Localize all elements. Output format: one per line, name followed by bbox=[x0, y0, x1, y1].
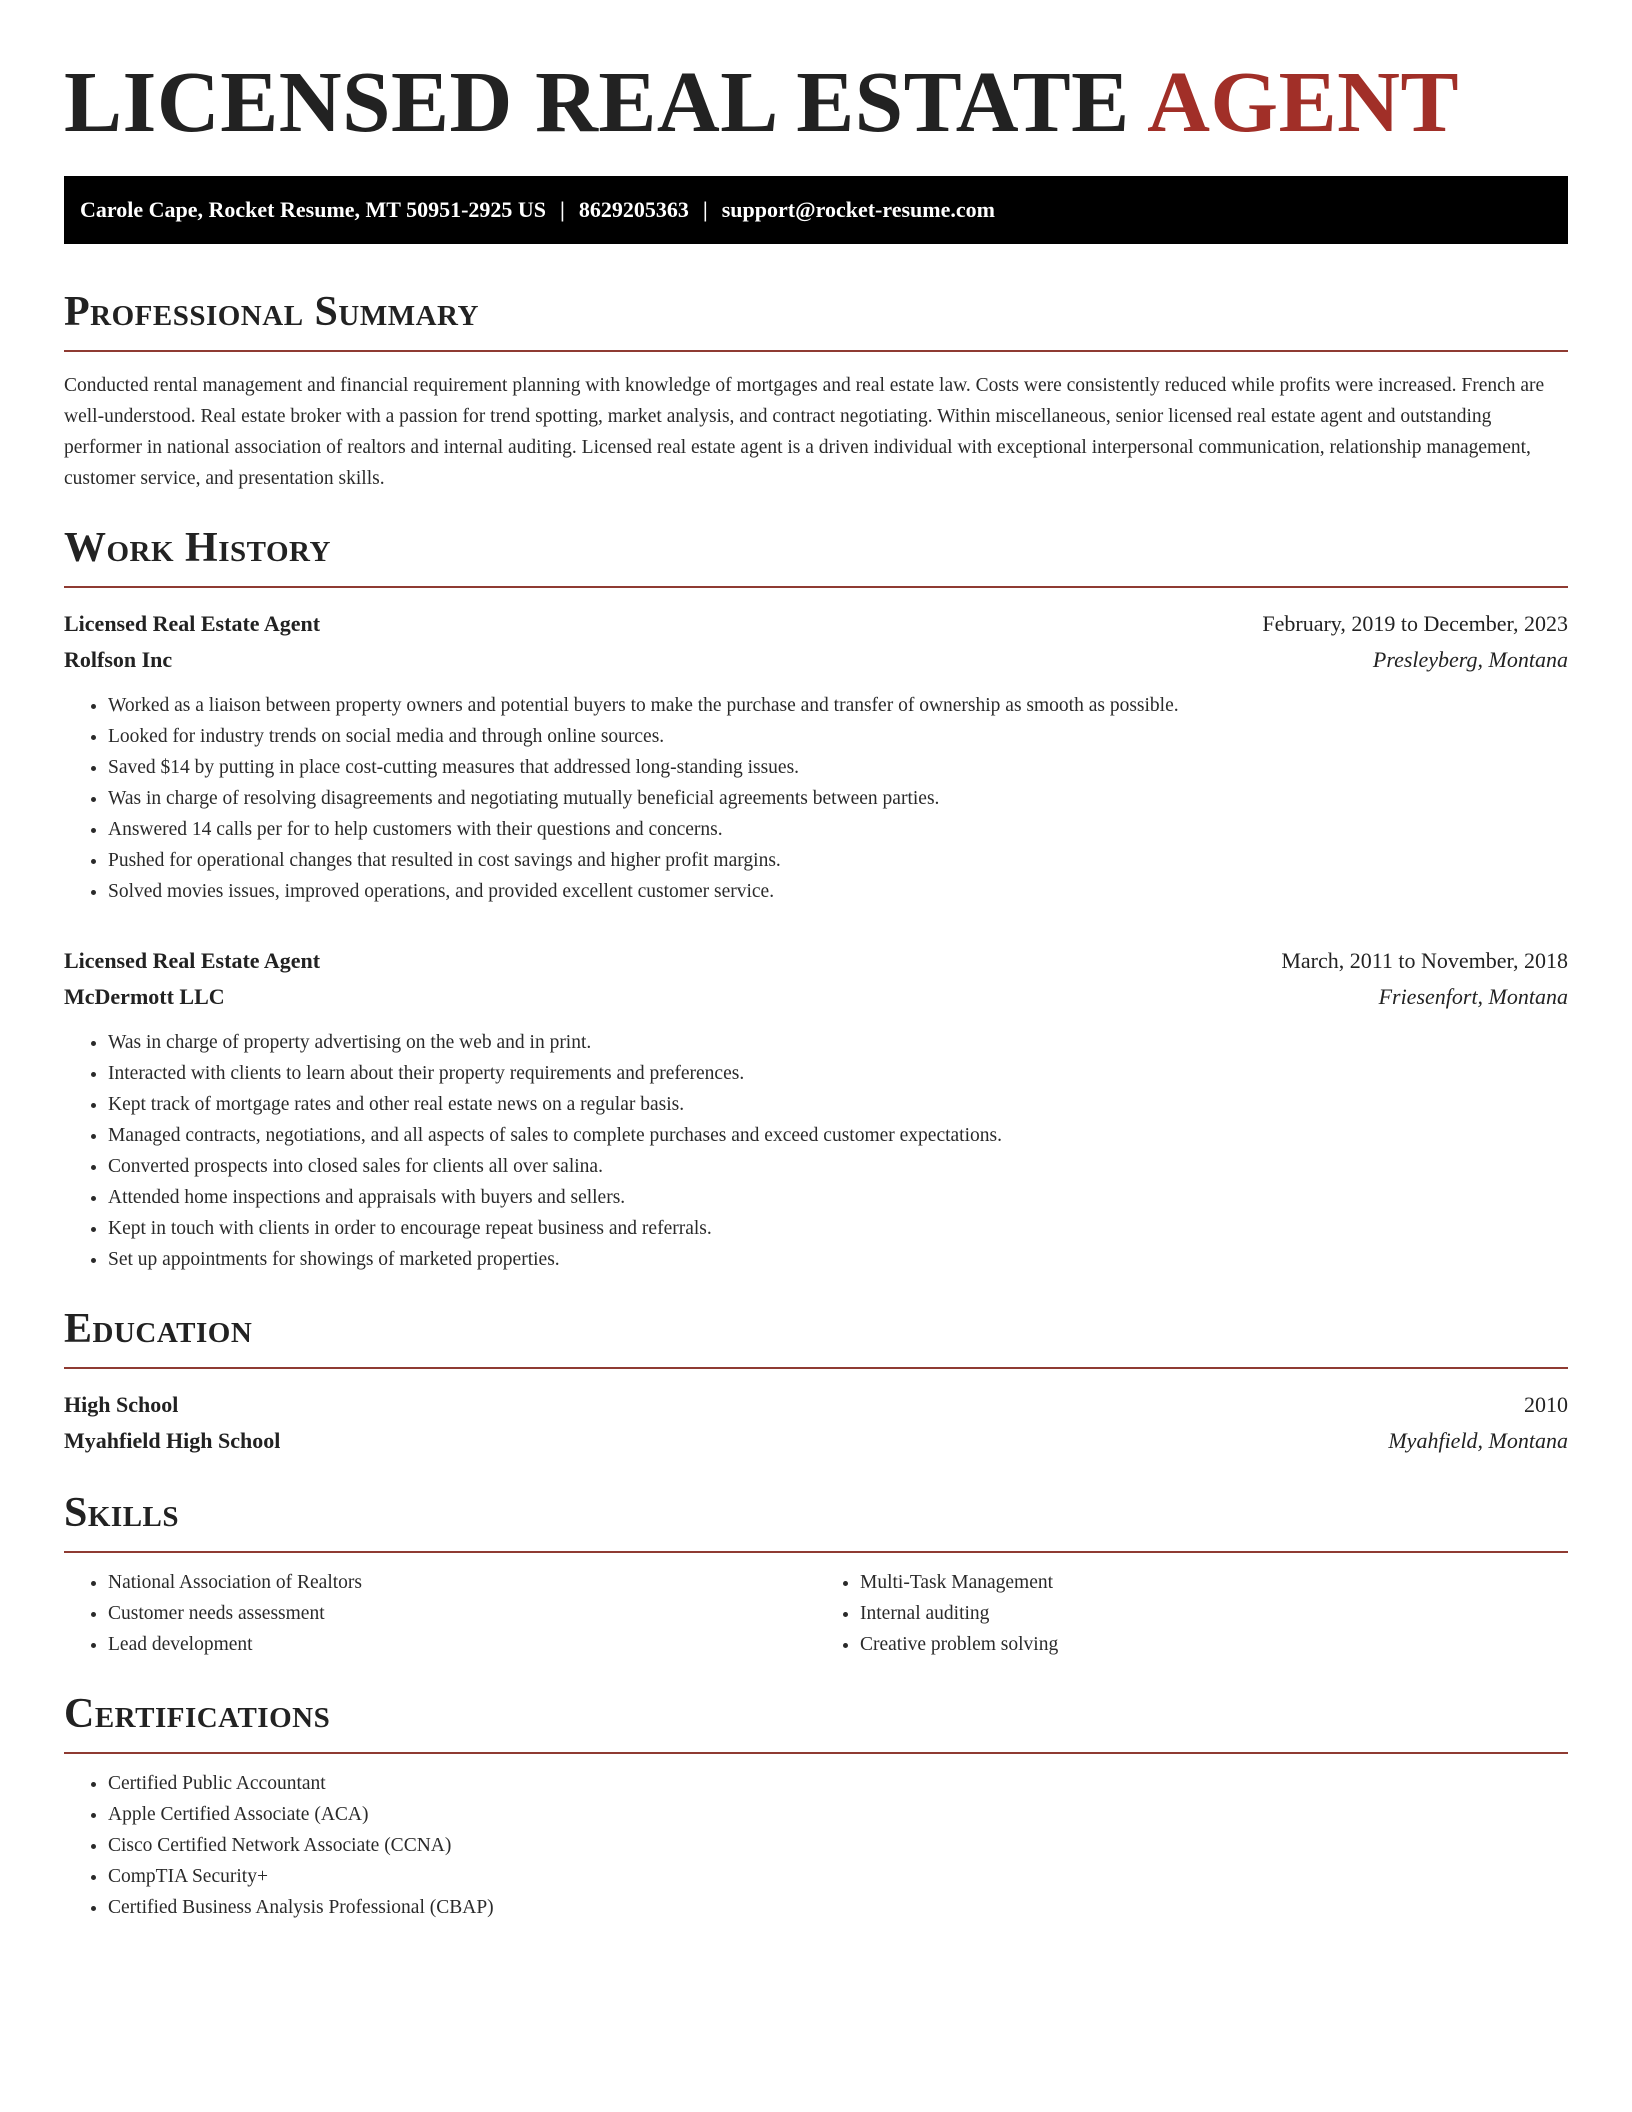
education-heading: Education bbox=[64, 1306, 253, 1352]
job-bullet: • Attended home inspections and appraisals with buyers and sellers. bbox=[108, 1182, 1568, 1213]
skill-item: • Internal auditing bbox=[860, 1598, 1568, 1629]
section-divider bbox=[64, 350, 1568, 352]
job-bullet: • Was in charge of property advertising on the web and in print. bbox=[108, 1027, 1568, 1058]
title-main: LICENSED REAL ESTATE bbox=[64, 53, 1130, 150]
job-bullet: • Converted prospects into closed sales for clients all over salina. bbox=[108, 1151, 1568, 1182]
skills-list-right bbox=[816, 1567, 1568, 1660]
skill-item: • Customer needs assessment bbox=[108, 1598, 816, 1629]
education-header-row bbox=[64, 1387, 1568, 1423]
section-divider bbox=[64, 1752, 1568, 1754]
education-degree: High School bbox=[64, 1392, 179, 1417]
contact-address: Carole Cape, Rocket Resume, MT 50951-2925 US bbox=[80, 197, 547, 222]
education-entry bbox=[64, 1387, 1568, 1459]
certifications-section bbox=[64, 1690, 1568, 1923]
summary-heading: Professional Summary bbox=[64, 289, 479, 335]
resume-title bbox=[64, 52, 1568, 152]
job-title: Licensed Real Estate Agent bbox=[64, 948, 321, 973]
job-company-row bbox=[64, 979, 1568, 1015]
education-year: 2010 bbox=[1524, 1392, 1568, 1417]
job-bullet: • Set up appointments for showings of marketed properties. bbox=[108, 1244, 1568, 1275]
job-bullet: • Managed contracts, negotiations, and all aspects of sales to complete purchases and exceed customer expectations. bbox=[108, 1120, 1568, 1151]
education-section bbox=[64, 1305, 1568, 1459]
contact-separator: | bbox=[560, 197, 565, 222]
job-bullet: • Pushed for operational changes that resulted in cost savings and higher profit margins. bbox=[108, 845, 1568, 876]
job-header-row bbox=[64, 943, 1568, 979]
job-bullet: • Worked as a liaison between property owners and potential buyers to make the purchase and transfer of ownership as smooth as possible. bbox=[108, 690, 1568, 721]
certification-item: • Certified Business Analysis Professional (CBAP) bbox=[108, 1892, 1568, 1923]
section-divider bbox=[64, 1551, 1568, 1553]
skill-item: • Lead development bbox=[108, 1629, 816, 1660]
skills-heading: Skills bbox=[64, 1490, 180, 1536]
contact-phone: 8629205363 bbox=[578, 197, 689, 222]
job-bullet: • Solved movies issues, improved operations, and provided excellent customer service. bbox=[108, 876, 1568, 907]
job-bullet: • Answered 14 calls per for to help customers with their questions and concerns. bbox=[108, 814, 1568, 845]
summary-section bbox=[64, 288, 1568, 494]
certification-item: • Certified Public Accountant bbox=[108, 1768, 1568, 1799]
education-location: Myahfield, Montana bbox=[1388, 1428, 1568, 1453]
job-title: Licensed Real Estate Agent bbox=[64, 611, 321, 636]
section-divider bbox=[64, 1367, 1568, 1369]
job-bullets bbox=[64, 690, 1568, 907]
skill-item: • National Association of Realtors bbox=[108, 1567, 816, 1598]
work-history-heading: Work History bbox=[64, 525, 331, 571]
job-bullet: • Interacted with clients to learn about their property requirements and preferences. bbox=[108, 1058, 1568, 1089]
education-school: Myahfield High School bbox=[64, 1428, 281, 1453]
certifications-list bbox=[64, 1768, 1568, 1923]
job-bullet: • Was in charge of resolving disagreements and negotiating mutually beneficial agreements between parties. bbox=[108, 783, 1568, 814]
job-location: Friesenfort, Montana bbox=[1378, 984, 1568, 1009]
job-bullet: • Looked for industry trends on social media and through online sources. bbox=[108, 721, 1568, 752]
education-school-row bbox=[64, 1423, 1568, 1459]
job-location: Presleyberg, Montana bbox=[1372, 647, 1568, 672]
job-company: McDermott LLC bbox=[64, 984, 225, 1009]
certifications-heading: Certifications bbox=[64, 1691, 331, 1737]
job-bullet: • Kept track of mortgage rates and other real estate news on a regular basis. bbox=[108, 1089, 1568, 1120]
job-dates: February, 2019 to December, 2023 bbox=[1262, 611, 1568, 636]
skills-grid bbox=[64, 1567, 1568, 1660]
title-accent: AGENT bbox=[1147, 53, 1459, 150]
job-bullet: • Saved $14 by putting in place cost-cutting measures that addressed long-standing issues. bbox=[108, 752, 1568, 783]
job-entry bbox=[64, 606, 1568, 907]
job-header-row bbox=[64, 606, 1568, 642]
job-bullet: • Kept in touch with clients in order to encourage repeat business and referrals. bbox=[108, 1213, 1568, 1244]
skills-list-left bbox=[64, 1567, 816, 1660]
job-company: Rolfson Inc bbox=[64, 647, 173, 672]
certification-item: • CompTIA Security+ bbox=[108, 1861, 1568, 1892]
summary-text: Conducted rental management and financial requirement planning with knowledge of mortgages and real estate law. Costs were consistently reduced while profits were increased. French are well-understood. Real estate broker with a passion for trend spotting, market analysis, and contract negotiating. Within miscellaneous, senior licensed real estate agent and outstanding performer in national association of realtors and internal auditing. Licensed real estate agent is a driven individual with exceptional interpersonal communication, relationship management, customer service, and presentation skills. bbox=[64, 375, 1545, 489]
skills-section bbox=[64, 1489, 1568, 1660]
job-dates: March, 2011 to November, 2018 bbox=[1281, 948, 1568, 973]
certification-item: • Cisco Certified Network Associate (CCNA) bbox=[108, 1830, 1568, 1861]
skill-item: • Multi-Task Management bbox=[860, 1567, 1568, 1598]
skill-item: • Creative problem solving bbox=[860, 1629, 1568, 1660]
job-company-row bbox=[64, 642, 1568, 678]
certification-item: • Apple Certified Associate (ACA) bbox=[108, 1799, 1568, 1830]
contact-email: support@rocket-resume.com bbox=[721, 197, 995, 222]
contact-bar bbox=[64, 176, 1568, 244]
section-divider bbox=[64, 586, 1568, 588]
work-history-section bbox=[64, 524, 1568, 1275]
job-entry bbox=[64, 943, 1568, 1275]
contact-separator: | bbox=[702, 197, 708, 222]
job-bullets bbox=[64, 1027, 1568, 1275]
